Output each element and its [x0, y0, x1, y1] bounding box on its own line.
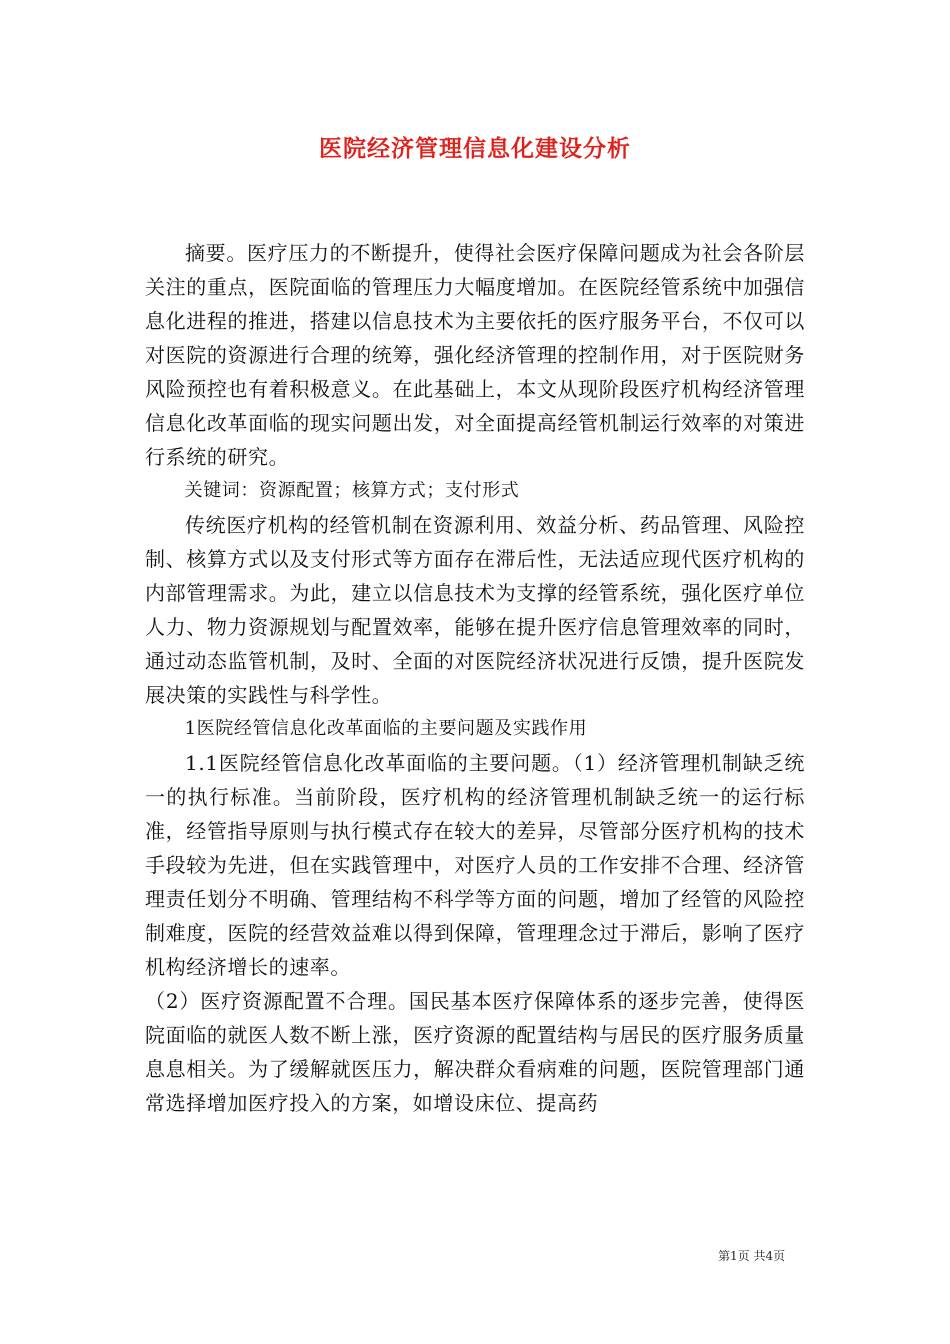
section-1-1-paragraph: 1.1医院经管信息化改革面临的主要问题。（1）经济管理机制缺乏统一的执行标准。当前阶段，医疗机构的经济管理机制缺乏统一的运行标准，经管指导原则与执行模式存在较大的差异，尽管部分医疗机构的技术手段较为先进，但在实践管理中，对医疗人员的工作安排不合理、经济管理责任划分不明确、管理结构不科学等方面的问题，增加了经管的风险控制难度，医院的经营效益难以得到保障，管理理念过于滞后，影响了医疗机构经济增长的速率。: [145, 751, 805, 979]
section-1-heading: 1医院经管信息化改革面临的主要问题及实践作用: [184, 718, 588, 739]
document-title: 医院经济管理信息化建设分析: [319, 135, 631, 162]
document-body: [145, 236, 805, 1120]
keywords-line: 关键词：资源配置；核算方式；支付形式: [184, 480, 520, 501]
section-1-1-part2-paragraph: （2）医疗资源配置不合理。国民基本医疗保障体系的逐步完善，使得医院面临的就医人数不断上涨，医疗资源的配置结构与居民的医疗服务质量息息相关。为了缓解就医压力，解决群众看病难的问题，医院管理部门通常选择增加医疗投入的方案，如增设床位、提高药: [145, 989, 805, 1115]
page-number-footer: 第1页 共4页: [718, 1249, 786, 1263]
abstract-paragraph: 摘要。医疗压力的不断提升，使得社会医疗保障问题成为社会各阶层关注的重点，医院面临的管理压力大幅度增加。在医院经管系统中加强信息化进程的推进，搭建以信息技术为主要依托的医疗服务平台，不仅可以对医院的资源进行合理的统筹，强化经济管理的控制作用，对于医院财务风险预控也有着积极意义。在此基础上，本文从现阶段医疗机构经济管理信息化改革面临的现实问题出发，对全面提高经管机制运行效率的对策进行系统的研究。: [145, 241, 805, 469]
intro-paragraph: 传统医疗机构的经管机制在资源利用、效益分析、药品管理、风险控制、核算方式以及支付形式等方面存在滞后性，无法适应现代医疗机构的内部管理需求。为此，建立以信息技术为支撑的经管系统，强化医疗单位人力、物力资源规划与配置效率，能够在提升医疗信息管理效率的同时，通过动态监管机制，及时、全面的对医院经济状况进行反馈，提升医院发展决策的实践性与科学性。: [145, 513, 805, 707]
